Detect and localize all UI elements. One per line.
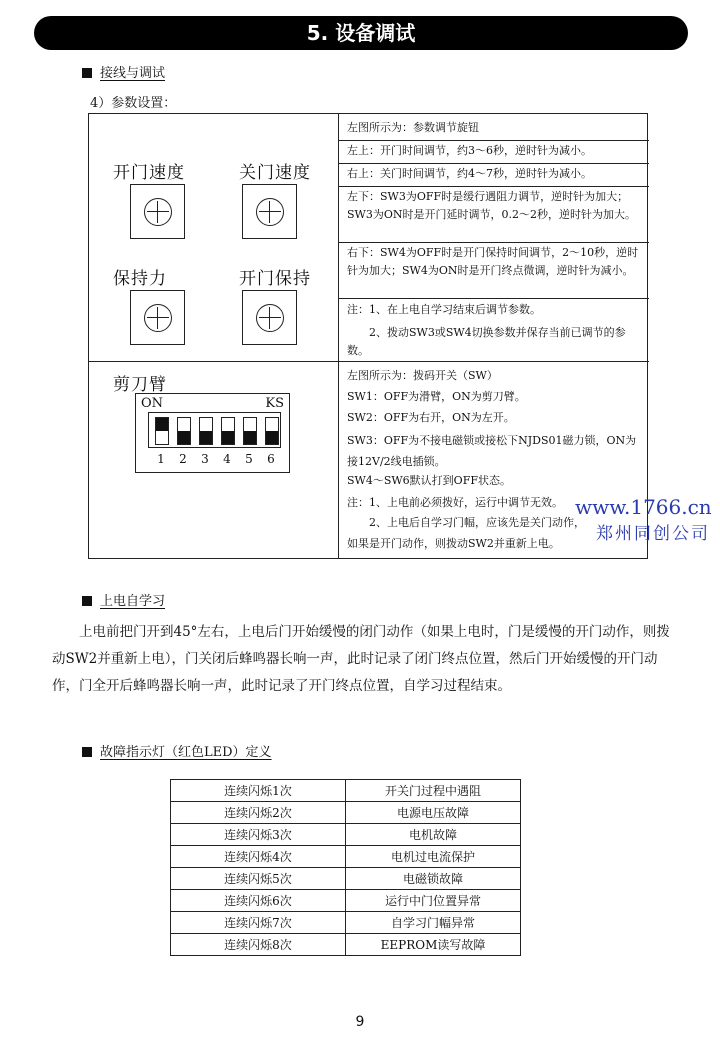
dip-desc-note: 2、上电后自学习门幅，应该先是关门动作，	[369, 516, 585, 529]
table-divider	[89, 361, 338, 362]
dip-switch-1	[155, 417, 169, 445]
knob-open-speed	[130, 184, 185, 239]
square-bullet-icon	[82, 68, 92, 78]
table-divider	[338, 163, 649, 164]
dip-number: 1	[157, 452, 165, 466]
table-row	[171, 824, 521, 846]
dip-switch-2	[177, 417, 191, 445]
table-divider	[338, 361, 649, 362]
fault-desc-cell: 运行中门位置异常	[346, 890, 521, 912]
section-heading-fault-led	[82, 741, 272, 760]
rotary-knob-icon	[144, 198, 172, 226]
table-divider	[338, 298, 649, 299]
fault-table	[170, 779, 521, 956]
fault-desc-cell: 电机过电流保护	[346, 846, 521, 868]
knob-desc-note: 注：1、在上电自学习结束后调节参数。	[347, 303, 541, 316]
knob-label-close-speed: 关门速度	[239, 163, 311, 183]
table-divider	[338, 140, 649, 141]
dip-number: 5	[245, 452, 253, 466]
knob-label-open-hold: 开门保持	[239, 269, 311, 289]
knob-desc-note: 2、拨动SW3或SW4切换参数并保存当前已调节的参数。	[347, 326, 626, 357]
table-row	[171, 934, 521, 956]
fault-blink-cell: 连续闪烁3次	[171, 824, 346, 846]
watermark-url: www.1766.cn	[575, 495, 712, 519]
knob-desc-line: 右下：SW4为OFF时是开门保持时间调节，2～10秒，逆时针为加大；SW4为ON时是开门终点微调，逆时针为减小。	[347, 246, 639, 277]
dip-switch-body	[148, 412, 281, 448]
watermark-company: 郑州同创公司	[596, 524, 710, 544]
fault-desc-cell: 电源电压故障	[346, 802, 521, 824]
dip-switch-6	[265, 417, 279, 445]
knob-desc-line: 左上：开门时间调节，约3～6秒，逆时针为减小。	[347, 144, 592, 157]
page-number: 9	[355, 1014, 365, 1030]
dip-number: 3	[201, 452, 209, 466]
parameter-table	[88, 113, 648, 559]
dip-number: 4	[223, 452, 231, 466]
table-row	[171, 802, 521, 824]
fault-blink-cell: 连续闪烁7次	[171, 912, 346, 934]
table-divider	[338, 242, 649, 243]
dip-desc-line: SW3：OFF为不接电磁锁或接松下NJDS01磁力锁，ON为接12V/2线电插锁。	[347, 434, 637, 468]
section-heading-wiring	[82, 62, 165, 81]
knob-desc-line: 左图所示为：参数调节旋钮	[347, 121, 479, 134]
knob-close-speed	[242, 184, 297, 239]
rotary-knob-icon	[256, 304, 284, 332]
dip-switch-3	[199, 417, 213, 445]
heading-text: 接线与调试	[100, 66, 166, 81]
dip-label-scissor-arm: 剪刀臂	[113, 375, 167, 395]
self-learn-paragraph: 上电前把门开到45°左右，上电后门开始缓慢的闭门动作（如果上电时，门是缓慢的开门动作，则拨动SW2并重新上电），门关闭后蜂鸣器长响一声，此时记录了闭门终点位置，然后门开始缓慢的开门动作，门全开后蜂鸣器长响一声，此时记录了开门终点位置，自学习过程结束。	[52, 624, 670, 694]
dip-on-label: ON	[141, 396, 164, 411]
table-divider	[338, 114, 339, 558]
rotary-knob-icon	[144, 304, 172, 332]
section-title-bar: 5. 设备调试	[34, 16, 688, 50]
dip-desc-line: SW1：OFF为滑臂，ON为剪刀臂。	[347, 390, 526, 403]
knob-label-open-speed: 开门速度	[113, 163, 185, 183]
dip-desc-note: 注：1、上电前必须拨好，运行中调节无效。	[347, 496, 563, 509]
dip-desc-line: 左图所示为：拨码开关（SW）	[347, 369, 498, 382]
table-divider	[338, 186, 649, 187]
table-row	[171, 780, 521, 802]
square-bullet-icon	[82, 596, 92, 606]
subsection-heading: 4）参数设置：	[90, 96, 177, 111]
dip-desc-line: SW4～SW6默认打到OFF状态。	[347, 474, 511, 487]
fault-desc-cell: 电机故障	[346, 824, 521, 846]
dip-desc-line: SW2：OFF为右开，ON为左开。	[347, 411, 515, 424]
dip-ks-label: KS	[265, 396, 284, 411]
fault-blink-cell: 连续闪烁8次	[171, 934, 346, 956]
heading-text: 上电自学习	[100, 594, 166, 609]
fault-blink-cell: 连续闪烁2次	[171, 802, 346, 824]
section-heading-self-learn	[82, 590, 165, 609]
heading-text: 故障指示灯（红色LED）定义	[100, 745, 272, 760]
fault-desc-cell: EEPROM读写故障	[346, 934, 521, 956]
knob-desc-line: 右上：关门时间调节，约4～7秒，逆时针为减小。	[347, 167, 592, 180]
square-bullet-icon	[82, 747, 92, 757]
fault-blink-cell: 连续闪烁6次	[171, 890, 346, 912]
table-row	[171, 868, 521, 890]
table-row	[171, 912, 521, 934]
knob-hold-force	[130, 290, 185, 345]
fault-desc-cell: 开关门过程中遇阻	[346, 780, 521, 802]
fault-blink-cell: 连续闪烁5次	[171, 868, 346, 890]
dip-switch	[135, 393, 290, 473]
table-row	[171, 890, 521, 912]
knob-desc-line: 左下：SW3为OFF时是缓行遇阻力调节，逆时针为加大；SW3为ON时是开门延时调节，0.2～2秒，逆时针为加大。	[347, 190, 636, 221]
knob-open-hold	[242, 290, 297, 345]
fault-desc-cell: 电磁锁故障	[346, 868, 521, 890]
table-row	[171, 846, 521, 868]
dip-switch-4	[221, 417, 235, 445]
fault-blink-cell: 连续闪烁1次	[171, 780, 346, 802]
dip-switch-5	[243, 417, 257, 445]
dip-number: 2	[179, 452, 187, 466]
dip-number: 6	[267, 452, 275, 466]
fault-blink-cell: 连续闪烁4次	[171, 846, 346, 868]
dip-desc-note: 如果是开门动作，则拨动SW2并重新上电。	[347, 537, 560, 550]
rotary-knob-icon	[256, 198, 284, 226]
knob-label-hold-force: 保持力	[113, 269, 167, 289]
fault-desc-cell: 自学习门幅异常	[346, 912, 521, 934]
